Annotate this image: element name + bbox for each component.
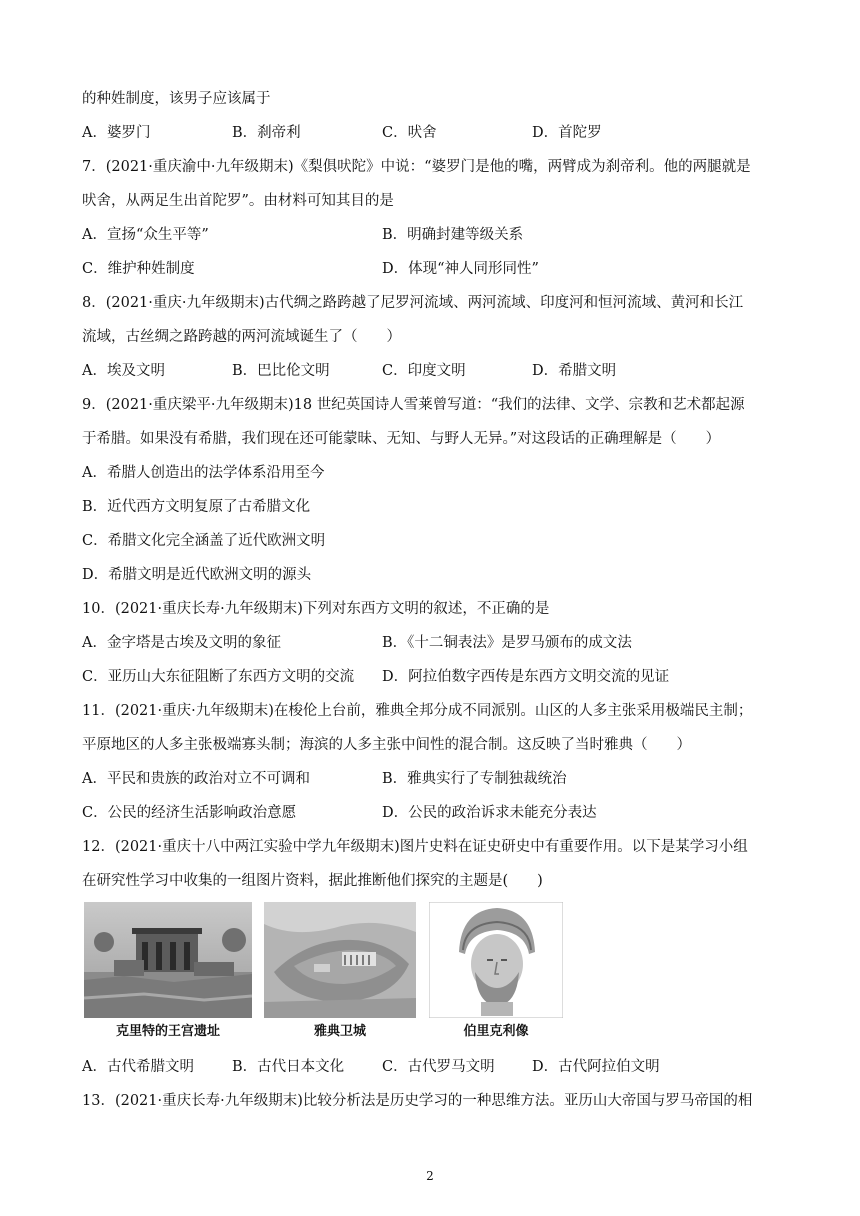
question-7-text-cont: 吠舍，从两足生出首陀罗”。由材料可知其目的是: [82, 193, 394, 209]
q7-option-a[interactable]: A．宣扬“众生平等”: [82, 227, 209, 243]
q10-option-b[interactable]: B．《十二铜表法》是罗马颁布的成文法: [382, 635, 632, 651]
q6-option-a[interactable]: A．婆罗门: [82, 125, 151, 141]
q10-option-d[interactable]: D．阿拉伯数字西传是东西方文明交流的见证: [382, 669, 670, 685]
question-13-text: 13．(2021·重庆长寿·九年级期末)比较分析法是历史学习的一种思维方法。亚历山大帝国与罗马帝国的相: [82, 1093, 753, 1109]
q11-option-d[interactable]: D．公民的政治诉求未能充分表达: [382, 805, 597, 821]
q11-option-a[interactable]: A．平民和贵族的政治对立不可调和: [82, 771, 310, 787]
q6-option-b[interactable]: B．刹帝利: [232, 125, 301, 141]
caption-palace-ruins: 克里特的王宫遗址: [115, 1024, 220, 1039]
q8-option-c[interactable]: C．印度文明: [382, 363, 466, 379]
q6-option-c[interactable]: C．吠舍: [382, 125, 437, 141]
question-7-text: 7．(2021·重庆渝中·九年级期末)《梨俱吠陀》中说：“婆罗门是他的嘴，两臂成为刹帝利。他的两腿就是: [82, 159, 751, 175]
question-10-text: 10．(2021·重庆长寿·九年级期末)下列对东西方文明的叙述，不正确的是: [82, 601, 550, 617]
caption-acropolis: 雅典卫城: [313, 1024, 366, 1039]
question-8-text: 8．(2021·重庆·九年级期末)古代绸之路跨越了尼罗河流域、两河流域、印度河和恒河流域、黄河和长江: [82, 295, 744, 311]
q7-option-d[interactable]: D．体现“神人同形同性”: [382, 261, 539, 277]
pericles-bust-photo: [429, 902, 563, 1018]
question-6-text: 的种姓制度，该男子应该属于: [82, 91, 271, 107]
q10-option-a[interactable]: A．金字塔是古埃及文明的象征: [82, 635, 281, 651]
q8-option-b[interactable]: B．巴比伦文明: [232, 363, 330, 379]
q10-option-c[interactable]: C．亚历山大东征阻断了东西方文明的交流: [82, 669, 355, 685]
q12-option-c[interactable]: C．古代罗马文明: [382, 1059, 495, 1075]
q7-option-c[interactable]: C．维护种姓制度: [82, 261, 195, 277]
question-11-text: 11．(2021·重庆·九年级期末)在梭伦上台前，雅典全邦分成不同派别。山区的人多主张采用极端民主制；: [82, 703, 753, 719]
q7-option-b[interactable]: B．明确封建等级关系: [382, 227, 524, 243]
q11-option-b[interactable]: B．雅典实行了专制独裁统治: [382, 771, 567, 787]
q8-option-d[interactable]: D．希腊文明: [532, 363, 617, 379]
q6-option-d[interactable]: D．首陀罗: [532, 125, 602, 141]
question-11-text-cont: 平原地区的人多主张极端寡头制；海滨的人多主张中间性的混合制。这反映了当时雅典（ ）: [82, 737, 691, 753]
page-number: 2: [426, 1169, 434, 1183]
question-12-text: 12．(2021·重庆十八中两江实验中学九年级期末)图片史料在证史研史中有重要作用。以下是某学习小组: [82, 839, 748, 855]
caption-pericles: 伯里克利像: [463, 1024, 529, 1039]
q12-option-a[interactable]: A．古代希腊文明: [82, 1059, 194, 1075]
question-8-text-cont: 流域，古丝绸之路跨越的两河流域诞生了（ ）: [82, 329, 401, 345]
q9-option-a[interactable]: A．希腊人创造出的法学体系沿用至今: [82, 465, 325, 481]
palace-ruins-photo: [84, 902, 252, 1018]
question-9-text: 9．(2021·重庆梁平·九年级期末)18 世纪英国诗人雪莱曾写道：“我们的法律、文学、宗教和艺术都起源: [82, 397, 745, 413]
q11-option-c[interactable]: C．公民的经济生活影响政治意愿: [82, 805, 297, 821]
q12-option-b[interactable]: B．古代日本文化: [232, 1059, 345, 1075]
question-9-text-cont: 于希腊。如果没有希腊，我们现在还可能蒙昧、无知、与野人无异。”对这段话的正确理解是（ ）: [82, 431, 721, 447]
question-12-text-cont: 在研究性学习中收集的一组图片资料，据此推断他们探究的主题是( ): [82, 873, 543, 889]
acropolis-photo: [264, 902, 416, 1018]
q9-option-c[interactable]: C．希腊文化完全涵盖了近代欧洲文明: [82, 533, 326, 549]
q12-option-d[interactable]: D．古代阿拉伯文明: [532, 1059, 660, 1075]
q9-option-d[interactable]: D．希腊文明是近代欧洲文明的源头: [82, 567, 312, 583]
q9-option-b[interactable]: B．近代西方文明复原了古希腊文化: [82, 499, 311, 515]
q8-option-a[interactable]: A．埃及文明: [82, 363, 165, 379]
